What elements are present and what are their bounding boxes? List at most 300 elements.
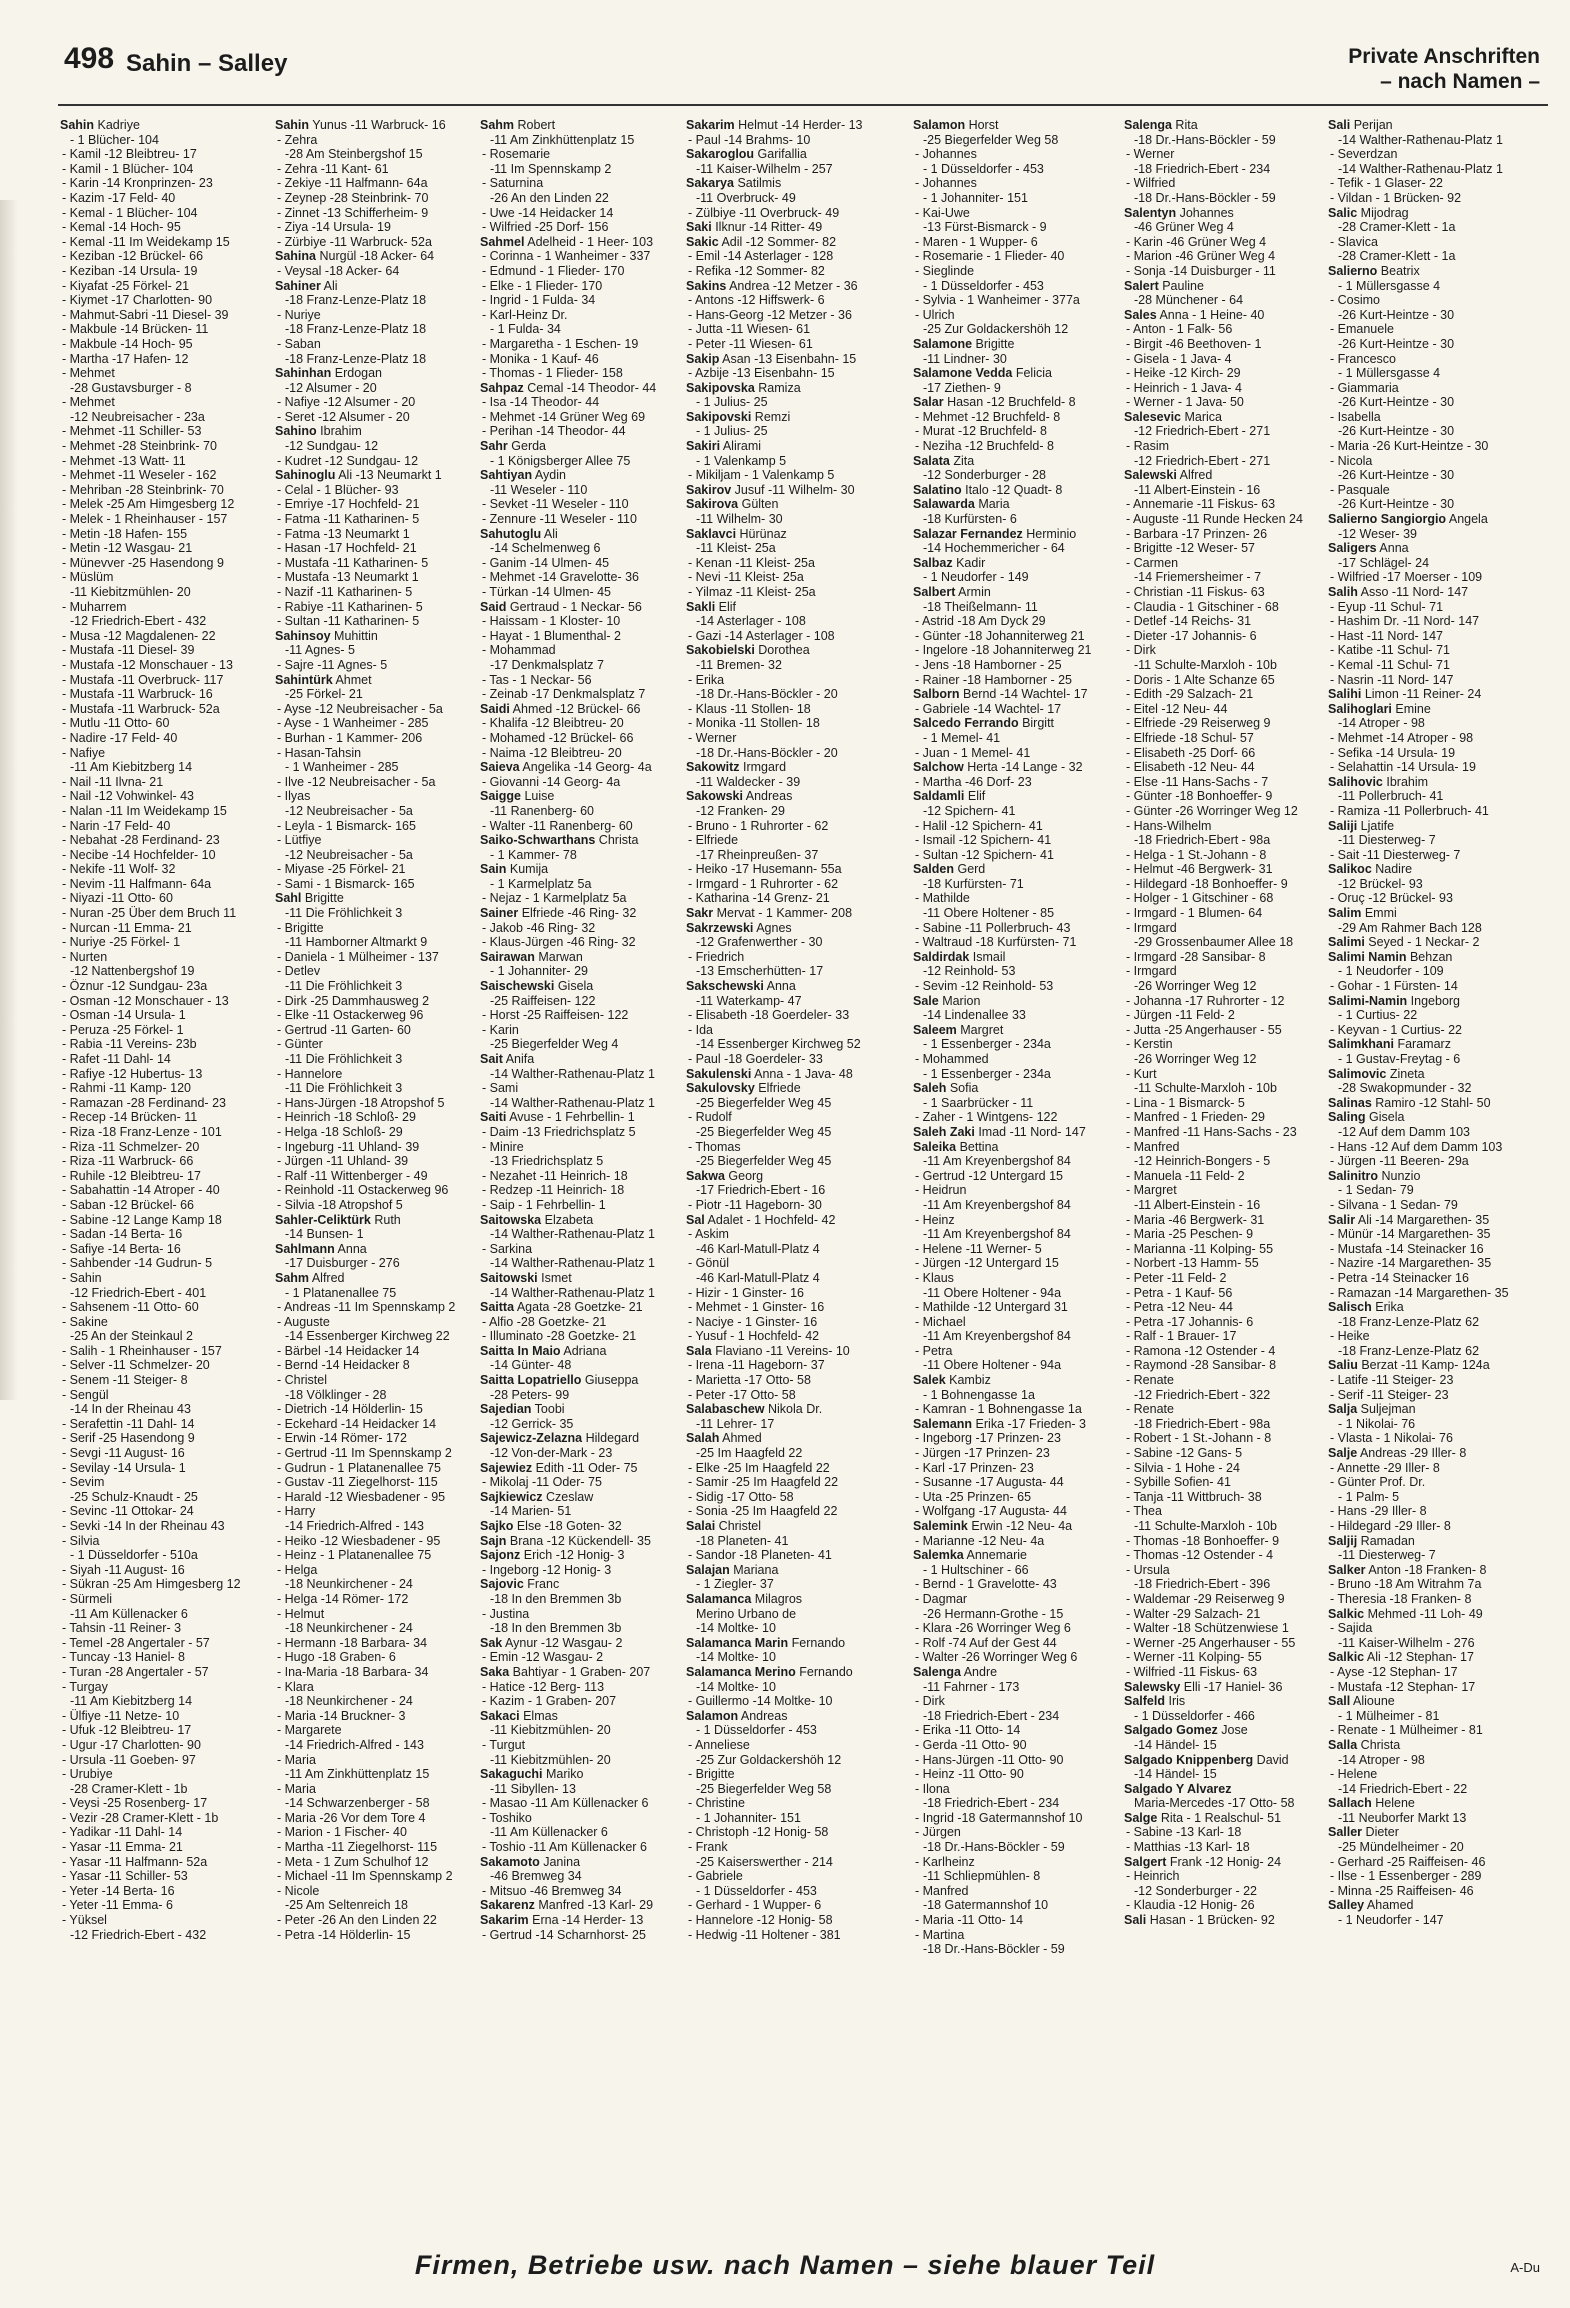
person-entry: - Heinz [915, 1212, 955, 1227]
person-entry: - Hildegard -18 Bonhoeffer- 9 [1126, 876, 1288, 891]
given-name-address: Ljatife [1357, 818, 1395, 833]
address-line: -11 Am Kreyenbergshof 84 [923, 1329, 1071, 1344]
address-line: -18 Friedrich-Ebert - 98a [1134, 1416, 1271, 1431]
address-line: - 1 Kammer- 78 [490, 847, 577, 862]
person-entry: - Sait -11 Diesterweg- 7 [1330, 847, 1461, 862]
person-entry: - Severdzan [1330, 147, 1398, 162]
person-entry: - Peter -26 An den Linden 22 [277, 1913, 437, 1928]
surname-entry [480, 1898, 680, 1913]
surname: Saischewski [480, 979, 555, 994]
surname-entry [480, 1110, 680, 1125]
given-name-address: Asan -13 Eisenbahn- 15 [719, 351, 857, 366]
surname: Salihoglari [1328, 701, 1392, 716]
surname: Sakaguchi [480, 1767, 543, 1782]
person-entry: - Holger - 1 Gitschiner - 68 [1126, 891, 1274, 906]
person-entry: - Mehmet [62, 366, 115, 381]
address-line: -14 Asterlager - 108 [696, 614, 806, 629]
person-entry: - Selahattin -14 Ursula- 19 [1330, 760, 1476, 775]
address-line: - 1 Essenberger - 234a [923, 1037, 1051, 1052]
surname: Sahutoglu [480, 526, 542, 541]
person-entry: - Gazi -14 Asterlager - 108 [688, 628, 835, 643]
surname: Saieva [480, 760, 520, 775]
person-entry: - Elke - 1 Flieder- 170 [482, 278, 603, 293]
given-name-address: Nikola Dr. [764, 1402, 823, 1417]
person-entry: - Zülbiye -11 Overbruck- 49 [688, 205, 840, 220]
given-name-address: Berzat -11 Kamp- 124a [1357, 1358, 1490, 1373]
given-name-address: Cemal -14 Theodor- 44 [523, 380, 657, 395]
given-name-address: Adriana [560, 1343, 607, 1358]
surname-entry [480, 833, 680, 848]
person-entry: - Nurcan -11 Emma- 21 [62, 920, 192, 935]
person-entry: - Mustafa -11 Warbruck- 16 [62, 687, 213, 702]
address-line: -18 Kurfürsten- 6 [923, 512, 1017, 527]
surname: Salar [913, 395, 944, 410]
surname-entry [480, 979, 680, 994]
given-name-address: Ahamed [1364, 1898, 1414, 1913]
person-entry: - Khalifa -12 Bleibtreu- 20 [482, 716, 624, 731]
address-line: -18 Dr.-Hans-Böckler - 59 [1134, 132, 1276, 147]
surname: Sajewiez [480, 1460, 533, 1475]
given-name-address: Elfriede [754, 1081, 801, 1096]
surname: Saleika [913, 1139, 957, 1154]
address-line: - 1 Hultschiner - 66 [923, 1562, 1029, 1577]
person-entry: - Mustafa -11 Overbruck- 117 [62, 672, 224, 687]
address-line: -11 Kleist- 25a [696, 541, 776, 556]
address-line: -26 An den Linden 22 [490, 190, 609, 205]
address-line: -12 Friedrich-Ebert - 271 [1134, 424, 1271, 439]
surname: Sajewicz-Zelazna [480, 1431, 583, 1446]
surname: Salcedo Ferrando [913, 716, 1019, 731]
person-entry: - Doris - 1 Alte Schanze 65 [1126, 672, 1275, 687]
surname: Salierno Sangiorgio [1328, 512, 1447, 527]
surname: Salborn [913, 687, 960, 702]
person-entry: - Hans-Jürgen -18 Atropshof 5 [277, 1095, 445, 1110]
person-entry: - Nafiye -12 Alsumer - 20 [277, 395, 416, 410]
person-entry: - Sidig -17 Otto- 58 [688, 1489, 794, 1504]
surname-entry [480, 1344, 680, 1359]
surname: Sajovic [480, 1577, 524, 1592]
surname: Sahler-Celiktürk [275, 1212, 371, 1227]
person-entry: - Serafettin -11 Dahl- 14 [62, 1416, 195, 1431]
address-line: -11 Die Fröhlichkeit 3 [285, 1052, 403, 1066]
given-name-address: Gertraud - 1 Neckar- 56 [506, 599, 642, 614]
person-entry: - Kudret -12 Sundgau- 12 [277, 453, 419, 468]
person-entry: - Giovanni -14 Georg- 4a [482, 774, 621, 789]
surname: Salkic [1328, 1606, 1365, 1621]
address-line: - 1 Johanniter- 151 [923, 190, 1028, 205]
given-name-address: Mervat - 1 Kammer- 208 [713, 906, 853, 921]
given-name-address: Giuseppa [581, 1373, 639, 1388]
address-line: -25 Biegerfelder Weg 45 [696, 1095, 832, 1110]
address-line: -12 Auf dem Damm 103 [1338, 1124, 1471, 1139]
page-binding-shadow [0, 200, 18, 1400]
surname-entry [686, 1592, 886, 1607]
person-entry: - Yasar -11 Emma- 21 [62, 1840, 183, 1855]
address-line: -11 Obere Holtener - 85 [923, 906, 1055, 921]
address-line: -25 An der Steinkaul 2 [70, 1329, 193, 1344]
person-entry: - Mathilde -12 Untergard 31 [915, 1300, 1068, 1315]
person-entry: - Marion -46 Grüner Weg 4 [1126, 249, 1276, 264]
person-entry: - Petra - 1 Kauf- 56 [1126, 1285, 1233, 1300]
person-entry: - Mathilde [915, 891, 970, 906]
person-entry: - Zeynep -28 Steinbrink- 70 [277, 190, 429, 205]
surname: Sakipovska [686, 380, 755, 395]
person-entry: - Osman -14 Ursula- 1 [62, 1008, 186, 1023]
person-entry: - Walter -11 Ranenberg- 60 [482, 818, 633, 833]
surname: Salgado Knippenberg [1124, 1752, 1254, 1767]
person-entry: - Emanuele [1330, 322, 1394, 337]
person-entry: - Silvia [62, 1533, 100, 1548]
surname-entry [686, 176, 886, 191]
surname: Salgert [1124, 1854, 1167, 1869]
person-entry: - Kiymet -17 Charlotten- 90 [62, 293, 213, 308]
person-entry: - Naciye - 1 Ginster- 16 [688, 1314, 818, 1329]
given-name-address: Erich -12 Honig- 3 [520, 1548, 625, 1563]
address-line: -14 Walther-Rathenau-Platz 1 [490, 1256, 655, 1271]
surname-entry [686, 789, 886, 804]
surname: Salewsky [1124, 1679, 1181, 1694]
person-entry: - Karin [482, 1022, 519, 1037]
person-entry: - Dirk [915, 1694, 945, 1709]
footer-note: Firmen, Betriebe usw. nach Namen – siehe blauer Teil [414, 2250, 1156, 2280]
person-entry: - Ina-Maria -18 Barbara- 34 [277, 1664, 429, 1679]
address-line: - 1 Düsseldorfer - 453 [923, 278, 1044, 293]
address-line: -11 Neuborfer Markt 13 [1338, 1810, 1467, 1825]
person-entry: - Ursula -11 Goeben- 97 [62, 1752, 196, 1767]
address-line: -11 Schulte-Marxloh - 10b [1134, 657, 1277, 672]
given-name-address: Andre [960, 1664, 998, 1679]
surname-entry [913, 118, 1113, 133]
person-entry: - Corinna - 1 Wanheimer - 337 [482, 249, 651, 264]
person-entry: - Mehmet -13 Watt- 11 [62, 453, 186, 468]
surname-entry [480, 1709, 680, 1724]
surname-entry [1328, 1898, 1528, 1913]
person-entry: - Walter -18 Schützenwiese 1 [1126, 1621, 1289, 1636]
directory-column-2 [275, 118, 475, 2160]
surname-entry [686, 439, 886, 454]
person-entry: - Tuncay -13 Haniel- 8 [62, 1650, 185, 1665]
surname-entry [1328, 1402, 1528, 1417]
person-entry: - Nekife -11 Wolf- 32 [62, 862, 176, 877]
address-line: -11 Diesterweg- 7 [1338, 1548, 1436, 1563]
person-entry: - Thea [1126, 1504, 1162, 1519]
address-line: -25 Mündelheimer - 20 [1338, 1840, 1464, 1855]
address-line: - 1 Wanheimer - 285 [285, 760, 399, 775]
address-line: -11 Lindner- 30 [923, 351, 1007, 366]
address-line: -14 Günter- 48 [490, 1358, 572, 1373]
given-name-address: David [1253, 1752, 1289, 1767]
person-entry: - Yüksel [62, 1913, 107, 1928]
person-entry: - Naima -12 Bleibtreu- 20 [482, 745, 622, 760]
given-name-address: Elli -17 Haniel- 36 [1180, 1679, 1283, 1694]
surname: Saki [686, 220, 712, 235]
person-entry: - Zehra -11 Kant- 61 [277, 161, 389, 176]
person-entry: - Sürmeli [62, 1591, 113, 1606]
given-name-address: Marica [1181, 409, 1222, 424]
address-line: - 1 Essenberger - 234a [923, 1066, 1051, 1081]
surname: Salesevic [1124, 409, 1181, 424]
given-name-address: Mijodrag [1357, 205, 1409, 220]
surname: Salic [1328, 205, 1358, 220]
person-entry: - Illuminato -28 Goetzke- 21 [482, 1329, 637, 1344]
person-entry: - Zürbiye -11 Warbruck- 52a [277, 234, 432, 249]
person-entry: - Johannes [915, 176, 977, 191]
surname-entry [1124, 1723, 1324, 1738]
surname-entry [686, 1067, 886, 1082]
person-entry: - Alfio -28 Goetzke- 21 [482, 1314, 607, 1329]
person-entry: - Peter -17 Otto- 58 [688, 1387, 796, 1402]
surname-entry [1124, 1680, 1324, 1695]
address-line: -17 Duisburger - 276 [285, 1256, 400, 1271]
surname-entry [480, 1490, 680, 1505]
surname: Saitowska [480, 1212, 542, 1227]
given-name-address: Ahmed [719, 1431, 762, 1446]
address-line: - 1 Königsberger Allee 75 [490, 453, 631, 468]
given-name-address: Bahtiyar - 1 Graben- 207 [509, 1664, 651, 1679]
surname: Sahm [480, 118, 515, 132]
surname: Salker [1328, 1562, 1366, 1577]
given-name-address: Dorothea [754, 643, 810, 658]
address-line: -14 Walther-Rathenau-Platz 1 [1338, 132, 1503, 147]
person-entry: - Tahsin -11 Reiner- 3 [62, 1621, 182, 1636]
surname: Sain [480, 862, 507, 877]
surname-entry [1328, 1213, 1528, 1228]
surname: Salamone Vedda [913, 366, 1013, 381]
surname: Sali [1328, 118, 1351, 132]
given-name-address: Ali [541, 526, 558, 541]
person-entry: - Rudolf [688, 1110, 732, 1125]
surname: Sahr [480, 439, 508, 454]
given-name-address: Ahmet [332, 672, 372, 687]
address-line: -12 Alsumer - 20 [285, 380, 377, 395]
surname: Sakarenz [480, 1898, 535, 1913]
surname: Salamon [913, 118, 966, 132]
address-line: -12 Reinhold- 53 [923, 964, 1016, 979]
surname: Salamanca Merino [686, 1664, 796, 1679]
address-line: -11 Ranenberg- 60 [490, 803, 595, 818]
surname-entry [686, 381, 886, 396]
person-entry: - Paul -14 Brahms- 10 [688, 132, 811, 147]
given-name-address: Aynur -12 Wasgau- 2 [502, 1635, 623, 1650]
surname: Salikoc [1328, 862, 1372, 877]
given-name-address: Kambiz [945, 1373, 991, 1388]
address-line: -11 Am Kreyenbergshof 84 [923, 1154, 1071, 1169]
surname-entry [480, 468, 680, 483]
person-entry: - Zehra [277, 132, 318, 147]
surname: Salabaschew [686, 1402, 765, 1417]
address-line: -14 Hochemmericher - 64 [923, 541, 1065, 556]
person-entry: - Gisela - 1 Java- 4 [1126, 351, 1232, 366]
address-line: - 1 Nikolai- 76 [1338, 1416, 1416, 1431]
surname-entry [1328, 264, 1528, 279]
address-line: -11 Lehrer- 17 [696, 1416, 775, 1431]
directory-column-3 [480, 118, 680, 2160]
person-entry: - Nevim -11 Halfmann- 64a [62, 876, 212, 891]
person-entry: - Zinnet -13 Schifferheim- 9 [277, 205, 429, 220]
person-entry: - Jutta -25 Angerhauser - 55 [1126, 1022, 1282, 1037]
given-name-address: Anna [763, 979, 796, 994]
address-line: - 1 Neudorfer - 147 [1338, 1913, 1444, 1928]
person-entry: - Sabahattin -14 Atroper - 40 [62, 1183, 220, 1198]
surname-entry [480, 600, 680, 615]
person-entry: - Tas - 1 Neckar- 56 [482, 672, 592, 687]
person-entry: - Riza -11 Schmelzer- 20 [62, 1139, 200, 1154]
person-entry: - Margaretha - 1 Eschen- 19 [482, 336, 639, 351]
person-entry: - Yilmaz -11 Kleist- 25a [688, 585, 816, 599]
given-name-address: Ingeborg [1407, 993, 1461, 1008]
surname-entry [1328, 1067, 1528, 1082]
address-line: -25 Biegerfelder Weg 45 [696, 1154, 832, 1169]
given-name-address: Agata -28 Goetzke- 21 [514, 1300, 643, 1315]
person-entry: - Renate [1126, 1373, 1174, 1388]
address-line: - 1 Johanniter- 151 [696, 1810, 801, 1825]
person-entry: - Werner -11 Kolping- 55 [1126, 1650, 1262, 1665]
person-entry: - Sonja -14 Duisburger - 11 [1126, 263, 1276, 278]
person-entry: - Tefik - 1 Glaser- 22 [1330, 176, 1444, 191]
person-entry: - Veysal -18 Acker- 64 [277, 263, 400, 278]
person-entry: - Hayat - 1 Blumenthal- 2 [482, 628, 621, 643]
person-entry: - Irmgard [1126, 964, 1177, 979]
address-line: -26 Kurt-Heintze - 30 [1338, 424, 1455, 439]
surname: Saitta In Maio [480, 1343, 561, 1358]
person-entry: - Safiye -14 Berta- 16 [62, 1241, 181, 1256]
surname-entry [686, 1636, 886, 1651]
section-title-line-2: – nach Namen – [1380, 70, 1540, 93]
given-name-address: Margret [956, 1022, 1004, 1037]
address-line: -18 Neunkirchener - 24 [285, 1694, 413, 1709]
person-entry: - Kiyafat -25 Förkel- 21 [62, 278, 190, 293]
person-entry: - Günter [277, 1037, 323, 1052]
person-entry: - Turan -28 Angertaler - 57 [62, 1664, 209, 1679]
surname-entry [686, 527, 886, 542]
person-entry: - Wolfgang -17 Augusta- 44 [915, 1504, 1067, 1519]
person-entry: - Turgut [482, 1737, 526, 1752]
address-line: -14 Atroper - 98 [1338, 716, 1425, 731]
person-entry: - Bruno -18 Am Witrahm 7a [1330, 1577, 1482, 1592]
given-name-address: Ismet [537, 1270, 572, 1285]
given-name-address: Andreas [738, 1708, 788, 1723]
person-entry: - Jürgen -11 Feld- 2 [1126, 1008, 1235, 1023]
address-line: -11 Die Fröhlichkeit 3 [285, 906, 403, 921]
address-line: -18 In den Bremmen 3b [490, 1591, 622, 1606]
person-entry: - Dieter -17 Johannis- 6 [1126, 628, 1257, 643]
surname-entry [686, 1344, 886, 1359]
surname: Salinitro [1328, 1168, 1379, 1183]
given-name-address: Behzan [1406, 949, 1453, 964]
person-entry: - Burhan - 1 Kammer- 206 [277, 730, 423, 745]
surname-entry [1328, 1446, 1528, 1461]
surname: Salgado Y Alvarez [1124, 1781, 1232, 1796]
surname-entry [275, 468, 475, 483]
address-line: -28 Cramer-Klett - 1a [1338, 220, 1456, 235]
person-entry: - Silvana - 1 Sedan- 79 [1330, 1197, 1458, 1212]
person-entry: - Mustafa -14 Steinacker 16 [1330, 1241, 1484, 1256]
surname: Sakipovski [686, 409, 752, 424]
address-line: -29 Grossenbaumer Allee 18 [1134, 935, 1294, 950]
surname-entry [480, 381, 680, 396]
surname-entry [1124, 468, 1324, 483]
person-entry: - Saban [277, 336, 321, 351]
surname-entry [686, 497, 886, 512]
address-line: -11 Waterkamp- 47 [696, 993, 802, 1008]
person-entry: - Heike [1330, 1329, 1370, 1344]
person-entry: - Ramiza -11 Pollerbruch- 41 [1330, 803, 1489, 818]
person-entry: - Jürgen -12 Untergard 15 [915, 1256, 1059, 1271]
person-entry: - Rafet -11 Dahl- 14 [62, 1052, 171, 1066]
person-entry: - Mehmet -14 Atroper - 98 [1330, 730, 1474, 745]
person-entry: - Jutta -11 Wiesen- 61 [688, 322, 811, 337]
person-entry: - Fatma -13 Neumarkt 1 [277, 526, 410, 541]
directory-column-1 [60, 118, 260, 2160]
surname: Sakarim [686, 118, 735, 132]
person-entry: - Dirk -25 Dammhausweg 2 [277, 993, 430, 1008]
surname-entry [480, 1373, 680, 1388]
person-entry: - Klaus -11 Stollen- 18 [688, 701, 811, 716]
address-line: -11 Am Kreyenbergshof 84 [923, 1197, 1071, 1212]
person-entry: - Walter -29 Salzach- 21 [1126, 1606, 1261, 1621]
person-entry: - Sengül [62, 1387, 109, 1402]
given-name-address: Manfred -13 Karl- 29 [534, 1898, 654, 1913]
address-line: -17 Ziethen- 9 [923, 380, 1001, 395]
person-entry: - Kemal - 1 Blücher- 104 [62, 205, 198, 220]
person-entry: - Helene -11 Werner- 5 [915, 1241, 1042, 1256]
person-entry: - Sefika -14 Ursula- 19 [1330, 745, 1456, 760]
surname-entry [1124, 1694, 1324, 1709]
address-line: -17 Friedrich-Ebert - 16 [696, 1183, 826, 1198]
surname: Salih [1328, 585, 1358, 599]
given-name-address: Birgitt [1018, 716, 1055, 731]
surname: Sakli [686, 599, 716, 614]
surname-entry [1124, 1811, 1324, 1826]
person-entry: - Rabia -11 Vereins- 23b [62, 1037, 197, 1052]
address-line: -18 Neunkirchener - 24 [285, 1621, 413, 1636]
address-line: -25 Zur Goldackershöh 12 [923, 322, 1069, 337]
surname: Saiti [480, 1110, 507, 1125]
given-name-address: Kumija [506, 862, 549, 877]
person-entry: - Sylvia - 1 Wanheimer - 377a [915, 293, 1080, 308]
address-line: -18 Dr.-Hans-Böckler - 20 [696, 745, 838, 760]
address-line: -11 Schulte-Marxloh - 10b [1134, 1081, 1277, 1096]
person-entry: - Irmgard - 1 Blumen- 64 [1126, 906, 1263, 921]
surname: Saling [1328, 1110, 1366, 1125]
address-line: -18 Völklinger - 28 [285, 1387, 387, 1402]
surname-entry [480, 950, 680, 965]
person-entry: - Rabiye -11 Katharinen- 5 [277, 599, 423, 614]
address-line: -18 Gatermannshof 10 [923, 1898, 1049, 1913]
surname-entry [480, 1913, 680, 1928]
given-name-address: Emine [1391, 701, 1431, 716]
surname-entry [686, 906, 886, 921]
address-line: - 1 Müllersgasse 4 [1338, 278, 1441, 293]
given-name-address: Anna - 1 Java- 48 [751, 1066, 853, 1081]
given-name-address: Angelika -14 Georg- 4a [519, 760, 652, 775]
given-name-address: Andreas [742, 789, 793, 804]
given-name-address: Erika -17 Frieden- 3 [972, 1416, 1086, 1431]
surname-entry [686, 921, 886, 936]
surname-entry [686, 1519, 886, 1534]
address-line: -26 Kurt-Heintze - 30 [1338, 307, 1455, 322]
person-entry: - Erika [688, 672, 725, 687]
person-entry: - Musa -12 Magdalenen- 22 [62, 628, 216, 643]
surname-entry [480, 1300, 680, 1315]
person-entry: - Edmund - 1 Flieder- 170 [482, 263, 625, 278]
person-entry: - Turgay [62, 1679, 108, 1694]
person-entry: - Hashim Dr. -11 Nord- 147 [1330, 614, 1480, 629]
person-entry: - Rasim [1126, 439, 1170, 454]
surname-entry [275, 891, 475, 906]
given-name-address: Irmgard [739, 760, 787, 775]
person-entry: - Petra -14 Hölderlin- 15 [277, 1927, 411, 1942]
